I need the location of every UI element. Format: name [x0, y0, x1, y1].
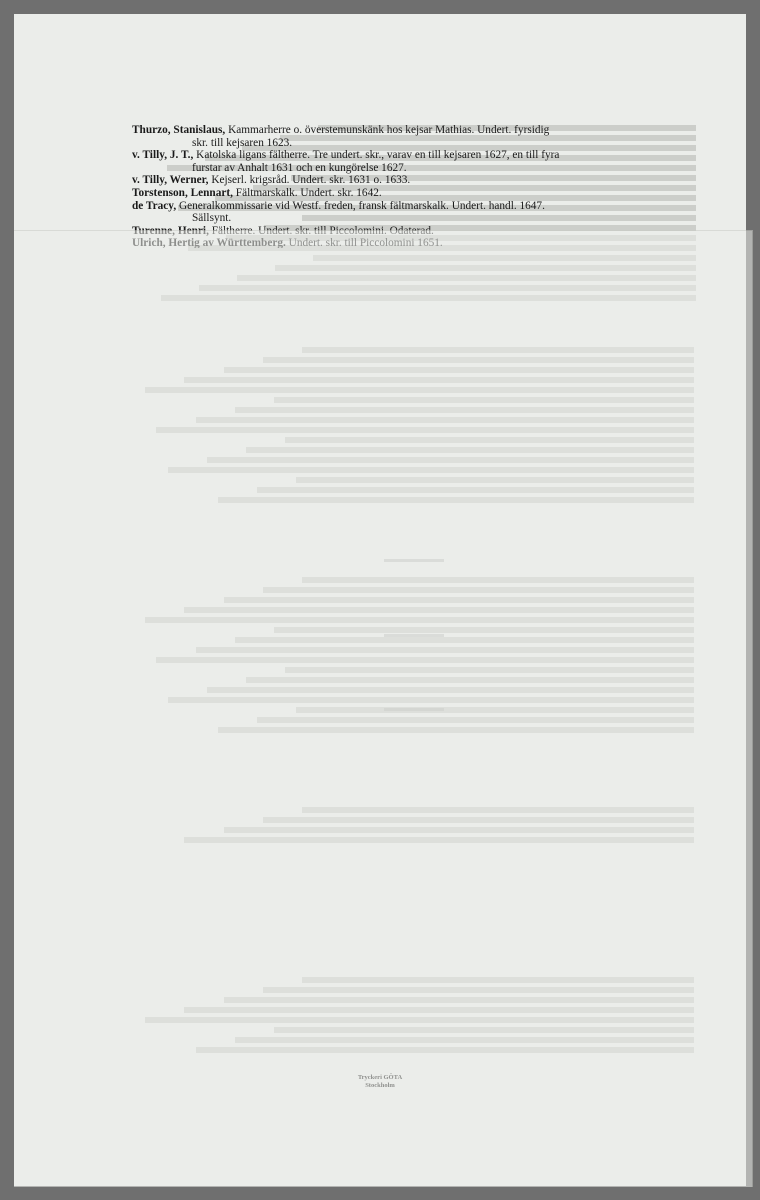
catalogue-entry [132, 174, 684, 187]
entry-name: v. Tilly, Werner, [132, 174, 209, 187]
entry-text: Kejserl. krigsråd. Undert. skr. 1631 o. 1633. [211, 174, 411, 187]
entry-continuation: skr. till kejsaren 1623. [192, 136, 293, 149]
catalogue-entry [132, 200, 684, 225]
entry-continuation: Sällsynt. [192, 212, 232, 225]
entry-text: Generalkommissarie vid Westf. freden, fransk fältmarskalk. Undert. handl. 1647. [178, 199, 545, 212]
entry-continuation: furstar av Anhalt 1631 och en kungörelse 1627. [192, 161, 407, 174]
entry-text: Kammarherre o. överstemunskänk hos kejsar Mathias. Undert. fyrsidig [228, 124, 550, 136]
catalogue-entry [132, 187, 684, 200]
entry-name: de Tracy, [132, 199, 177, 212]
catalogue-entry [132, 149, 684, 174]
entry-name: v. Tilly, J. T., [132, 149, 194, 162]
entry-name: Thurzo, Stanislaus, [132, 124, 226, 136]
entry-name: Torstenson, Lennart, [132, 186, 233, 199]
entry-text: Fältmarskalk. Undert. skr. 1642. [235, 186, 382, 199]
catalogue-entry [132, 124, 684, 149]
entry-text: Katolska ligans fältherre. Tre undert. skr., varav en till kejsaren 1627, en till fyra [196, 149, 560, 162]
overlapping-sheet [14, 230, 753, 1187]
